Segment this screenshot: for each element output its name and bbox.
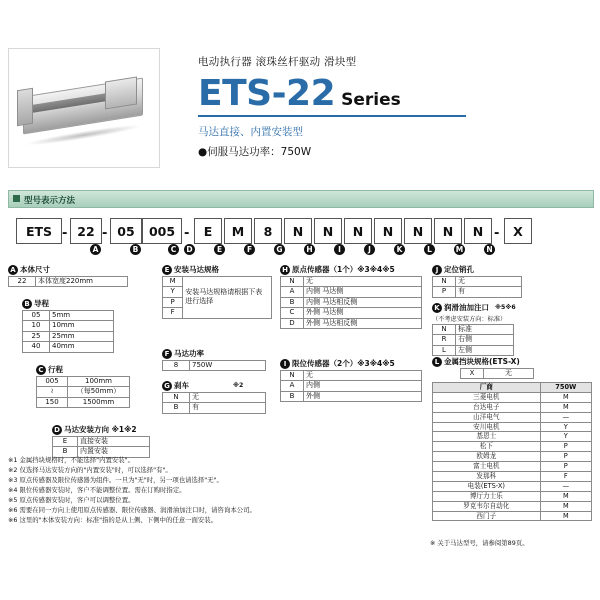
cell-code: D — [281, 318, 304, 328]
cell-code: B — [163, 403, 190, 413]
table-row — [37, 397, 130, 407]
group-a-badge: A — [8, 265, 18, 275]
footnote-6: ※6 需要在同一方向上使用原点传感器、限位传感器、润滑油加注口时，请咨询本公司。 — [8, 505, 256, 514]
cell-maker: 欧姆龙 — [433, 452, 541, 462]
code-box-size[interactable]: 22 — [70, 218, 102, 244]
cell-code: Y — [163, 287, 183, 297]
cell-maker: 罗克韦尔自动化 — [433, 501, 541, 511]
cell-code: N — [433, 325, 456, 335]
table-row — [281, 287, 422, 297]
mount-type-label: 马达直接、内置安装型 — [198, 126, 303, 138]
table-motor-spec — [162, 276, 272, 319]
header-text — [198, 54, 594, 159]
code-tag-g: G — [274, 244, 285, 255]
cell-code: P — [540, 452, 591, 462]
cell-code: — — [540, 481, 591, 491]
table-row — [433, 345, 514, 355]
group-b-badge: B — [22, 299, 32, 309]
code-tag-f: F — [244, 244, 255, 255]
code-tag-d: D — [184, 244, 195, 255]
table-row — [433, 392, 592, 402]
section-marker-icon — [13, 195, 20, 202]
table-row — [163, 361, 266, 371]
table-row — [433, 462, 592, 472]
group-a-title — [8, 264, 128, 275]
group-g-label: 刹车 — [174, 381, 189, 390]
code-box-stroke[interactable]: 005 — [142, 218, 182, 244]
table-row — [433, 287, 522, 297]
table-row — [163, 393, 266, 403]
series-label: Series — [341, 90, 401, 110]
code-box-ets[interactable]: ETS — [16, 218, 62, 244]
code-dash-4: - — [494, 226, 500, 241]
group-j-label: 定位销孔 — [444, 265, 474, 274]
group-d-label: 马达安装方向 ※1※2 — [64, 425, 137, 434]
table-row — [461, 369, 534, 379]
table-row — [433, 452, 592, 462]
cell-code: 8 — [163, 361, 190, 371]
group-k-badge: K — [432, 303, 442, 313]
footnote-3: ※3 原点传感器及限位传感器为组件。一旦为"无"时，另一项也请选择"无"。 — [8, 475, 223, 484]
table-row — [281, 297, 422, 307]
cell-code: 22 — [9, 277, 36, 287]
page-title — [198, 73, 594, 114]
table-row — [433, 422, 592, 432]
cell-desc: （每50mm） — [68, 387, 130, 397]
cell-code: 005 — [37, 377, 68, 387]
cell-code: L — [433, 345, 456, 355]
table-motor-makers — [432, 382, 592, 521]
group-i-label: 限位传感器（2个）※3※4※5 — [292, 359, 395, 368]
cell-code: 150 — [37, 397, 68, 407]
cell-code: Y — [540, 432, 591, 442]
table-row — [281, 371, 422, 381]
cell-code: Y — [540, 422, 591, 432]
group-k-note: ※5※6 — [495, 304, 516, 311]
cell-code: A — [281, 287, 304, 297]
code-box-home-sensor[interactable]: N — [314, 218, 342, 244]
cell-maker: 发那科 — [433, 472, 541, 482]
table-dowel-hole — [432, 276, 522, 298]
cell-code: N — [163, 393, 190, 403]
code-tag-h: H — [304, 244, 315, 255]
table-row — [53, 437, 150, 447]
group-c-title — [36, 364, 130, 375]
group-motor-direction — [52, 424, 150, 458]
code-box-stopper[interactable]: X — [504, 218, 532, 244]
table-row — [163, 403, 266, 413]
cell-code: B — [281, 297, 304, 307]
cell-desc: 内侧 马达相反侧 — [304, 297, 422, 307]
table-lead — [22, 310, 114, 353]
code-box-motor-spec[interactable]: M — [224, 218, 252, 244]
cell-code: E — [53, 437, 78, 447]
title-underline — [198, 115, 466, 117]
code-box-dowel-hole[interactable]: N — [374, 218, 402, 244]
group-f-badge: F — [162, 349, 172, 359]
group-k-subtitle: （不考虑安装方向：标准） — [432, 316, 507, 323]
table-row — [281, 308, 422, 318]
cell-code: R — [433, 335, 456, 345]
cell-desc: 直接安装 — [78, 437, 150, 447]
cell-code: M — [540, 501, 591, 511]
group-motor-power — [162, 348, 266, 371]
footnote-7: ※6 这里的"本体安装方向：标准"指的是从上侧、下侧中的任意一面安装。 — [8, 515, 218, 524]
code-box-extra-1[interactable]: N — [434, 218, 462, 244]
cell-desc: 5mm — [50, 311, 114, 321]
code-tag-j: J — [364, 244, 375, 255]
code-box-motor-dir[interactable]: E — [194, 218, 222, 244]
section-title: 型号表示方法 — [24, 196, 76, 206]
group-grease-port — [432, 302, 552, 356]
cell-desc: 本体宽度220mm — [36, 277, 128, 287]
cell-desc: 右侧 — [456, 335, 514, 345]
col-maker: 厂商 — [433, 383, 541, 393]
cell-code: P — [433, 287, 456, 297]
code-tag-n: N — [484, 244, 495, 255]
cell-desc: 无 — [456, 277, 522, 287]
group-e-title — [162, 264, 272, 275]
group-brake — [162, 380, 266, 414]
table-home-sensor — [280, 276, 422, 329]
table-body-size — [8, 276, 128, 287]
cell-code: — — [540, 412, 591, 422]
cell-desc: 750W — [190, 361, 266, 371]
cell-code: 25 — [23, 331, 50, 341]
cell-code: ≀ — [37, 387, 68, 397]
table-row — [23, 321, 114, 331]
cell-desc: 1500mm — [68, 397, 130, 407]
group-i-badge: I — [280, 359, 290, 369]
table-row — [433, 402, 592, 412]
group-stroke — [36, 364, 130, 408]
code-box-lead[interactable]: 05 — [110, 218, 142, 244]
table-row — [433, 511, 592, 521]
group-f-label: 马达功率 — [174, 349, 204, 358]
cell-code: M — [163, 277, 183, 287]
cell-code: P — [540, 462, 591, 472]
table-motor-direction — [52, 436, 150, 458]
cell-code: N — [281, 371, 304, 381]
cell-code: P — [163, 297, 183, 307]
table-row — [37, 377, 130, 387]
code-box-limit-sensor[interactable]: N — [344, 218, 372, 244]
table-row — [9, 277, 128, 287]
table-row — [433, 501, 592, 511]
group-motor-spec — [162, 264, 272, 319]
group-g-note: ※2 — [233, 382, 244, 389]
group-l-title — [432, 356, 572, 367]
group-c-label: 行程 — [48, 365, 63, 374]
cell-maker: 博厅力士乐 — [433, 491, 541, 501]
footnote-4: ※4 限位传感器安装时，客户不能调整位置。需在订购时指定。 — [8, 485, 186, 494]
header-section — [0, 42, 600, 182]
cell-desc: 外侧 马达相反侧 — [304, 318, 422, 328]
group-d-badge: D — [52, 425, 62, 435]
cell-desc: 左侧 — [456, 345, 514, 355]
actuator-slider-block — [105, 76, 137, 109]
code-tag-m: M — [455, 245, 464, 254]
cell-code: M — [540, 392, 591, 402]
motor-power-label: ●伺服马达功率：750W — [198, 146, 312, 158]
section-title-bar — [8, 190, 594, 208]
code-tag-c: C — [168, 244, 179, 255]
table-row — [433, 432, 592, 442]
group-f-title — [162, 348, 266, 359]
cell-desc: 100mm — [68, 377, 130, 387]
group-l-label: 金属挡块规格(ETS-X) — [444, 357, 520, 366]
code-tag-k: K — [394, 244, 405, 255]
model-code-row — [8, 212, 592, 256]
cell-desc: 外侧 马达侧 — [304, 308, 422, 318]
col-750w: 750W — [540, 383, 591, 393]
group-c-badge: C — [36, 365, 46, 375]
table-row — [281, 318, 422, 328]
cell-maker: 三菱电机 — [433, 392, 541, 402]
table-row — [433, 277, 522, 287]
table-row — [433, 442, 592, 452]
cell-code: N — [433, 277, 456, 287]
cell-code: B — [281, 391, 304, 401]
cell-maker: 安川电机 — [433, 422, 541, 432]
cell-maker: 西门子 — [433, 511, 541, 521]
cell-desc: 内置安装 — [78, 447, 150, 457]
cell-desc: 内侧 — [304, 381, 422, 391]
cell-code: F — [540, 472, 591, 482]
cell-desc: 10mm — [50, 321, 114, 331]
code-box-grease-port[interactable]: N — [404, 218, 432, 244]
footnote-2: ※2 仅选择马达安装方向的"内置安装"时，可以选择"有"。 — [8, 465, 172, 474]
table-brake — [162, 392, 266, 414]
cell-maker: 松下 — [433, 442, 541, 452]
cell-desc: 无 — [190, 393, 266, 403]
code-tag-i: I — [334, 244, 345, 255]
group-limit-sensor — [280, 358, 422, 402]
cell-code: P — [540, 442, 591, 452]
group-body-size — [8, 264, 128, 287]
cell-desc: 无 — [304, 371, 422, 381]
group-l-badge: L — [432, 357, 442, 367]
code-tag-l: L — [424, 244, 435, 255]
table-grease-port — [432, 324, 514, 356]
cell-code: B — [53, 447, 78, 457]
table-row — [23, 331, 114, 341]
code-box-brake[interactable]: N — [284, 218, 312, 244]
footnotes — [8, 456, 428, 525]
group-k-label: 润滑油加注口 — [444, 303, 489, 312]
code-dash-3: - — [184, 226, 190, 241]
group-d-title — [52, 424, 150, 435]
cell-maker: 台达电子 — [433, 402, 541, 412]
code-tag-e: E — [214, 244, 225, 255]
table-limit-sensor — [280, 370, 422, 402]
cell-desc: 无 — [304, 277, 422, 287]
group-metal-stopper — [432, 356, 572, 379]
table-row — [433, 335, 514, 345]
table-row — [37, 387, 130, 397]
group-a-label: 本体尺寸 — [20, 265, 50, 274]
table-row — [23, 311, 114, 321]
group-h-label: 原点传感器（1个）※3※4※5 — [292, 265, 395, 274]
motor-model-reference-note: ※ 关于马达型号，请参阅第89页。 — [430, 539, 529, 547]
group-k-title — [432, 302, 552, 313]
table-row — [433, 472, 592, 482]
table-row — [433, 481, 592, 491]
table-row — [281, 381, 422, 391]
group-g-title — [162, 380, 266, 391]
cell-desc: 内侧 马达侧 — [304, 287, 422, 297]
cell-maker: 山洋电气 — [433, 412, 541, 422]
actuator-end-cap — [17, 88, 33, 127]
table-row — [433, 412, 592, 422]
cell-code: C — [281, 308, 304, 318]
code-dash-1: - — [62, 226, 68, 241]
code-box-extra-2[interactable]: N — [464, 218, 492, 244]
group-g-badge: G — [162, 381, 172, 391]
group-b-title — [22, 298, 114, 309]
table-row — [163, 277, 272, 287]
table-header-row — [433, 383, 592, 393]
table-stroke — [36, 376, 130, 408]
cell-desc: 外侧 — [304, 391, 422, 401]
model-number: ETS-22 — [198, 73, 336, 114]
table-motor-power — [162, 360, 266, 371]
group-dowel-hole — [432, 264, 522, 298]
cell-desc: 40mm — [50, 342, 114, 352]
cell-maker: 富士电机 — [433, 462, 541, 472]
cell-code: 05 — [23, 311, 50, 321]
cell-desc: 有 — [456, 287, 522, 297]
group-lead — [22, 298, 114, 353]
table-row — [281, 391, 422, 401]
table-metal-stopper — [460, 368, 534, 379]
group-b-label: 导程 — [34, 299, 49, 308]
group-j-badge: J — [432, 265, 442, 275]
cell-maker: 电装(ETS-X) — [433, 481, 541, 491]
code-tag-a: A — [90, 244, 101, 255]
cell-code: M — [540, 491, 591, 501]
group-h-title — [280, 264, 422, 275]
cell-desc: 无 — [484, 369, 534, 379]
cell-code: M — [540, 511, 591, 521]
cell-desc: 标准 — [456, 325, 514, 335]
group-h-badge: H — [280, 265, 290, 275]
cell-desc: 有 — [190, 403, 266, 413]
group-home-sensor — [280, 264, 422, 329]
table-row — [23, 342, 114, 352]
cell-note: 安装马达规格请根据下表进行选择 — [183, 277, 272, 319]
product-category-label: 电动执行器 滚珠丝杆驱动 滑块型 — [198, 56, 357, 68]
group-e-label: 安装马达规格 — [174, 265, 219, 274]
cell-code: A — [281, 381, 304, 391]
cell-maker: 基恩士 — [433, 432, 541, 442]
group-e-badge: E — [162, 265, 172, 275]
table-row — [433, 491, 592, 501]
cell-desc: 25mm — [50, 331, 114, 341]
group-i-title — [280, 358, 422, 369]
footnote-5: ※5 原点传感器安装时，客户可以调整位置。 — [8, 495, 135, 504]
cell-code: 40 — [23, 342, 50, 352]
cell-code: 10 — [23, 321, 50, 331]
table-row — [433, 325, 514, 335]
cell-code: M — [540, 402, 591, 412]
footnote-1: ※1 金属挡块规格时，不能选择"内置安装"。 — [8, 456, 134, 464]
product-photo — [8, 48, 160, 168]
code-tag-b: B — [130, 244, 141, 255]
code-box-motor-power[interactable]: 8 — [254, 218, 282, 244]
cell-code: F — [163, 308, 183, 318]
group-j-title — [432, 264, 522, 275]
code-dash-2: - — [102, 226, 108, 241]
cell-code: N — [281, 277, 304, 287]
table-row — [281, 277, 422, 287]
cell-code: X — [461, 369, 484, 379]
